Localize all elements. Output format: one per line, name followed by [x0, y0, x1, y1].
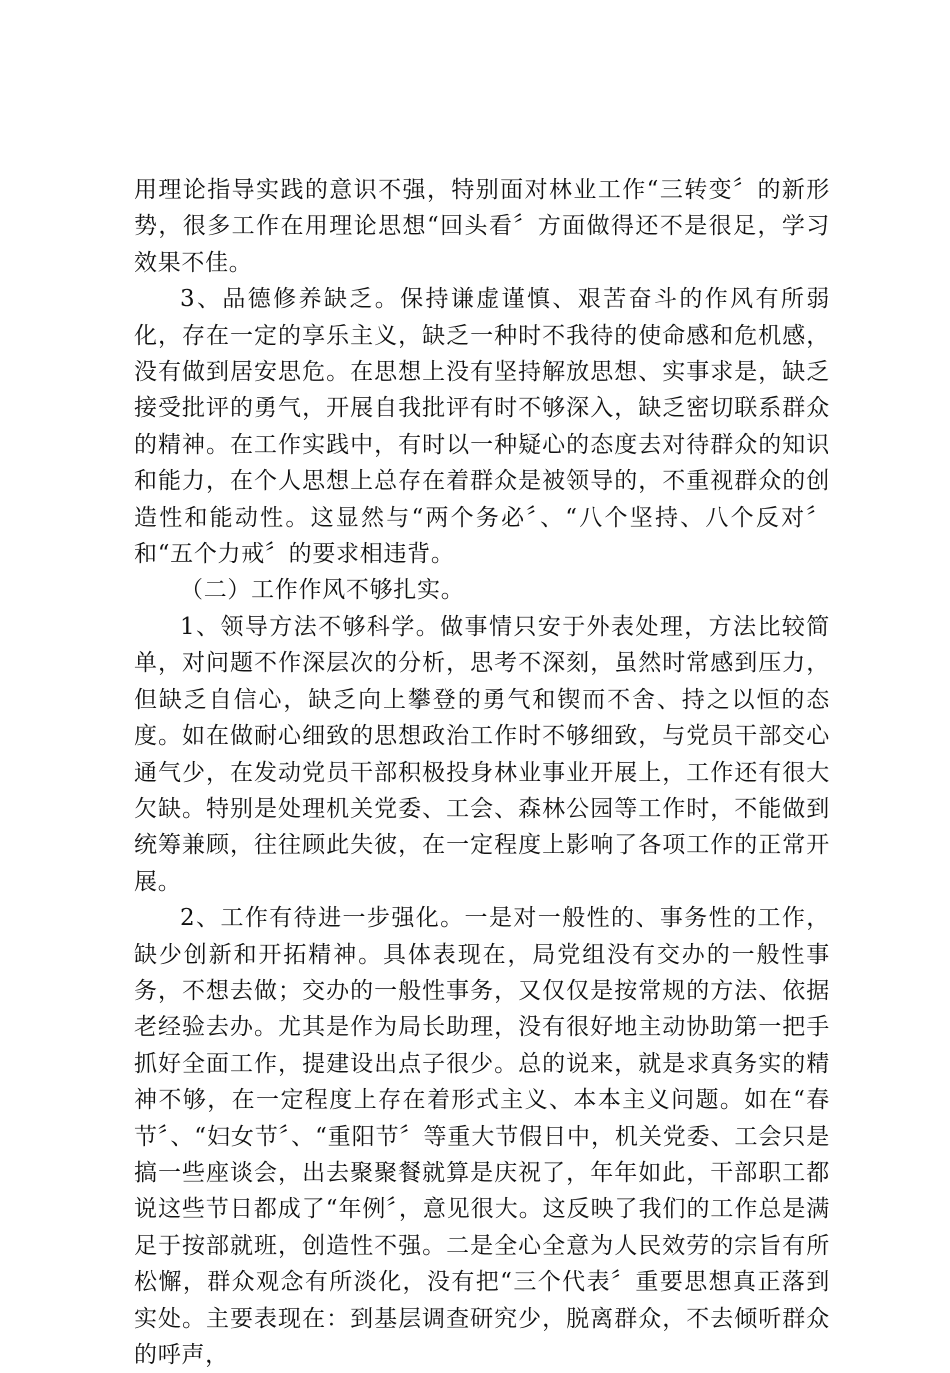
- paragraph-leadership-methods: 1、领导方法不够科学。做事情只安于外表处理，方法比较简单，对问题不作深层次的分析，思考不深刻，虽然时常感到压力，但缺乏自信心，缺乏向上攀登的勇气和锲而不舍、持之以恒的态度。如在做耐心细致的思想政治工作时不够细致，与党员干部交心通气少，在发动党员干部积极投身林业事业开展上，工作还有很大欠缺。特别是处理机关党委、工会、森林公园等工作时，不能做到统筹兼顾，往往顾此失彼，在一定程度上影响了各项工作的正常开展。: [134, 613, 830, 895]
- section-heading-work-style: （二）工作作风不够扎实。: [180, 577, 465, 604]
- document-page: [134, 172, 830, 1373]
- paragraph-moral-cultivation: 3、品德修养缺乏。保持谦虚谨慎、艰苦奋斗的作风有所弱化，存在一定的享乐主义，缺乏一种时不我待的使命感和危机感，没有做到居安思危。在思想上没有坚持解放思想、实事求是，缺乏接受批评的勇气，开展自我批评有时不够深入，缺乏密切联系群众的精神。在工作实践中，有时以一种疑心的态度去对待群众的知识和能力，在个人思想上总存在着群众是被领导的，不重视群众的创造性和能动性。这显然与“两个务必〞、“八个坚持、八个反对〞和“五个力戒〞的要求相违背。: [134, 286, 830, 568]
- paragraph-theory-practice: 用理论指导实践的意识不强，特别面对林业工作“三转变〞的新形势，很多工作在用理论思想“回头看〞方面做得还不是很足，学习效果不佳。: [134, 177, 830, 276]
- paragraph-work-strengthening: 2、工作有待进一步强化。一是对一般性的、事务性的工作，缺少创新和开拓精神。具体表现在，局党组没有交办的一般性事务，不想去做；交办的一般性事务，又仅仅是按常规的方法、依据老经验去办。尤其是作为局长助理，没有很好地主动协助第一把手抓好全面工作，提建设出点子很少。总的说来，就是求真务实的精神不够，在一定程度上存在着形式主义、本本主义问题。如在“春节〞、“妇女节〞、“重阳节〞等重大节假日中，机关党委、工会只是搞一些座谈会，出去聚聚餐就算是庆祝了，年年如此，干部职工都说这些节日都成了“年例〞，意见很大。这反映了我们的工作总是满足于按部就班，创造性不强。二是全心全意为人民效劳的宗旨有所松懈，群众观念有所淡化，没有把“三个代表〞重要思想真正落到实处。主要表现在：到基层调查研究少，脱离群众，不去倾听群众的呼声，: [134, 905, 830, 1368]
